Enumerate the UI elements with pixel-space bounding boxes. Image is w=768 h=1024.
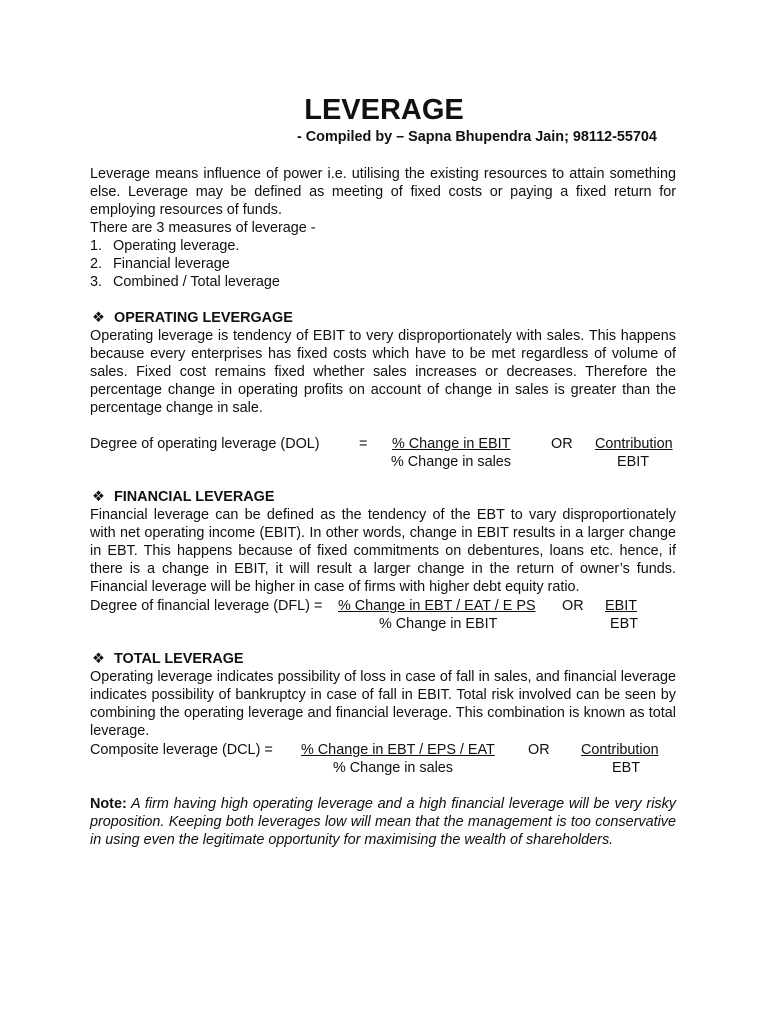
diamond-bullet-icon: ❖ (92, 489, 105, 505)
section-heading-operating: ❖ OPERATING LEVERGAGE (92, 310, 293, 326)
diamond-bullet-icon: ❖ (92, 651, 105, 667)
formula-alt-denominator: EBT (610, 616, 638, 632)
formula-denominator: % Change in sales (391, 454, 511, 470)
diamond-bullet-icon: ❖ (92, 310, 105, 326)
measures-intro: There are 3 measures of leverage - (90, 220, 316, 236)
note-paragraph (90, 795, 676, 849)
list-item: 2. Financial leverage (90, 256, 230, 272)
note-label: Note: (90, 796, 127, 812)
formula-label: Degree of financial leverage (DFL) = (90, 598, 323, 614)
operating-paragraph: Operating leverage is tendency of EBIT to very disproportionately with sales. This happens because every enterprises has fixed costs which have to be met regardless of volume of sales. Fixed cost remains fixed whether sales increases or decreases. Therefore the percentage change in operating profits on account of change in sales is greater than the percentage change in sale. (90, 328, 676, 416)
intro-paragraph: Leverage means influence of power i.e. utilising the existing resources to attain something else. Leverage may be defined as meeting of fixed costs or paying a fixed return for employing resources of funds. (90, 166, 676, 218)
formula-numerator: % Change in EBT / EAT / E PS (338, 598, 536, 614)
formula-label: Composite leverage (DCL) = (90, 742, 273, 758)
formula-alt-numerator: Contribution (581, 742, 659, 758)
page-title: LEVERAGE (304, 94, 464, 126)
formula-equals: = (359, 436, 368, 452)
formula-label: Degree of operating leverage (DOL) (90, 436, 320, 452)
list-item: 1. Operating leverage. (90, 238, 240, 254)
formula-numerator: % Change in EBIT (392, 436, 511, 452)
measures-list (90, 237, 280, 291)
formula-denominator: % Change in sales (333, 760, 453, 776)
formula-or: OR (528, 742, 550, 758)
formula-alt-numerator: Contribution (595, 436, 673, 452)
section-heading-total: ❖ TOTAL LEVERAGE (92, 651, 244, 667)
formula-numerator: % Change in EBT / EPS / EAT (301, 742, 495, 758)
formula-denominator: % Change in EBIT (379, 616, 498, 632)
author-line: - Compiled by – Sapna Bhupendra Jain; 98112-55704 (297, 129, 657, 145)
section-heading-financial: ❖ FINANCIAL LEVERAGE (92, 489, 275, 505)
total-paragraph: Operating leverage indicates possibility of loss in case of fall in sales, and financial leverage indicates possibility of bankruptcy in case of fall in EBIT. Total risk involved can be seen by combining the operating leverage and financial leverage. This combination is known as total leverage. (90, 669, 676, 739)
list-item: 3. Combined / Total leverage (90, 274, 280, 290)
formula-alt-denominator: EBT (612, 760, 640, 776)
formula-alt-numerator: EBIT (605, 598, 637, 614)
financial-paragraph: Financial leverage can be defined as the tendency of the EBT to vary disproportionately with net operating income (EBIT). In other words, change in EBIT results in a larger change in EBT. This happens because of fixed commitments on debentures, loans etc. hence, if there is a change in EBIT, it will result a larger change in the return of owner’s funds. Financial leverage will be higher in case of firms with higher debt equity ratio. (90, 507, 676, 595)
formula-or: OR (562, 598, 584, 614)
formula-or: OR (551, 436, 573, 452)
note-text: A firm having high operating leverage and a high financial leverage will be very risky proposition. Keeping both leverages low will mean that the management is too conservative in using even the legitimate opportunity for maximising the wealth of shareholders. (90, 796, 676, 848)
formula-alt-denominator: EBIT (617, 454, 649, 470)
